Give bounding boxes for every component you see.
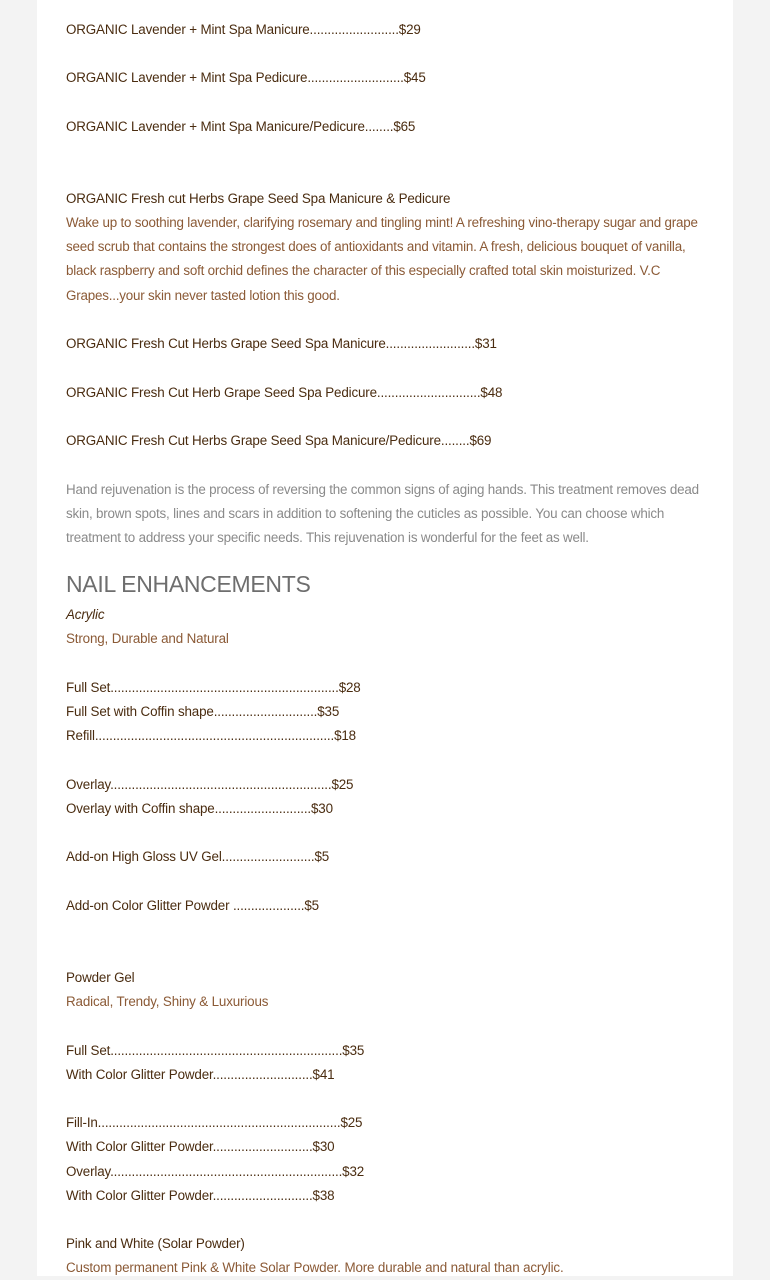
herbs-manicure-price: ORGANIC Fresh Cut Herbs Grape Seed Spa Manicure.........................$31 <box>66 336 497 351</box>
lavender-combo-price: ORGANIC Lavender + Mint Spa Manicure/Pedicure........$65 <box>66 119 416 134</box>
pink-white-title: Pink and White (Solar Powder) <box>66 1236 245 1251</box>
powder-gel-item: Full Set.................................................................$35 <box>66 1043 365 1058</box>
powder-gel-item: With Color Glitter Powder............................$38 <box>66 1188 335 1203</box>
herbs-title: ORGANIC Fresh cut Herbs Grape Seed Spa Manicure & Pedicure <box>66 191 451 206</box>
powder-gel-subtitle: Radical, Trendy, Shiny & Luxurious <box>66 994 269 1009</box>
nail-enhancements-heading: NAIL ENHANCEMENTS <box>66 571 311 597</box>
herbs-combo-price: ORGANIC Fresh Cut Herbs Grape Seed Spa Manicure/Pedicure........$69 <box>66 433 492 448</box>
acrylic-item: Add-on High Gloss UV Gel..........................$5 <box>66 849 330 864</box>
acrylic-item: Overlay..............................................................$25 <box>66 777 354 792</box>
acrylic-item: Full Set with Coffin shape.............................$35 <box>66 704 340 719</box>
rejuvenation-text: Hand rejuvenation is the process of reversing the common signs of aging hands. This treatment removes dead skin, brown spots, lines and scars in addition to softening the cuticles as possible. You can choose which treatment to address your specific needs. This rejuvenation is wonderful for the feet as well. <box>66 482 699 546</box>
lavender-manicure-price: ORGANIC Lavender + Mint Spa Manicure.........................$29 <box>66 22 421 37</box>
herbs-description: Wake up to soothing lavender, clarifying rosemary and tingling mint! A refreshing vino-therapy sugar and grape seed scrub that contains the strongest does of antioxidants and vitamin. A fresh, delicious bouquet of vanilla, black raspberry and soft orchid defines the character of this especially crafted total skin moisturized. V.C Grapes...your skin never tasted lotion this good. <box>66 215 698 303</box>
acrylic-title: Acrylic <box>66 607 105 622</box>
herbs-pedicure-price: ORGANIC Fresh Cut Herb Grape Seed Spa Pedicure.............................$48 <box>66 385 503 400</box>
page-background <box>37 0 733 1276</box>
powder-gel-item: Overlay.................................................................$32 <box>66 1164 365 1179</box>
powder-gel-item: With Color Glitter Powder............................$41 <box>66 1067 335 1082</box>
powder-gel-item: Fill-In....................................................................$25 <box>66 1115 363 1130</box>
acrylic-item: Add-on Color Glitter Powder ....................$5 <box>66 898 319 913</box>
powder-gel-item: With Color Glitter Powder............................$30 <box>66 1139 335 1154</box>
acrylic-subtitle: Strong, Durable and Natural <box>66 631 229 646</box>
acrylic-item: Overlay with Coffin shape...........................$30 <box>66 801 333 816</box>
pink-white-subtitle: Custom permanent Pink & White Solar Powder. More durable and natural than acrylic. <box>66 1260 564 1275</box>
acrylic-item: Full Set................................................................$28 <box>66 680 361 695</box>
lavender-pedicure-price: ORGANIC Lavender + Mint Spa Pedicure...........................$45 <box>66 70 426 85</box>
acrylic-item: Refill...................................................................$18 <box>66 728 356 743</box>
powder-gel-title: Powder Gel <box>66 970 135 985</box>
